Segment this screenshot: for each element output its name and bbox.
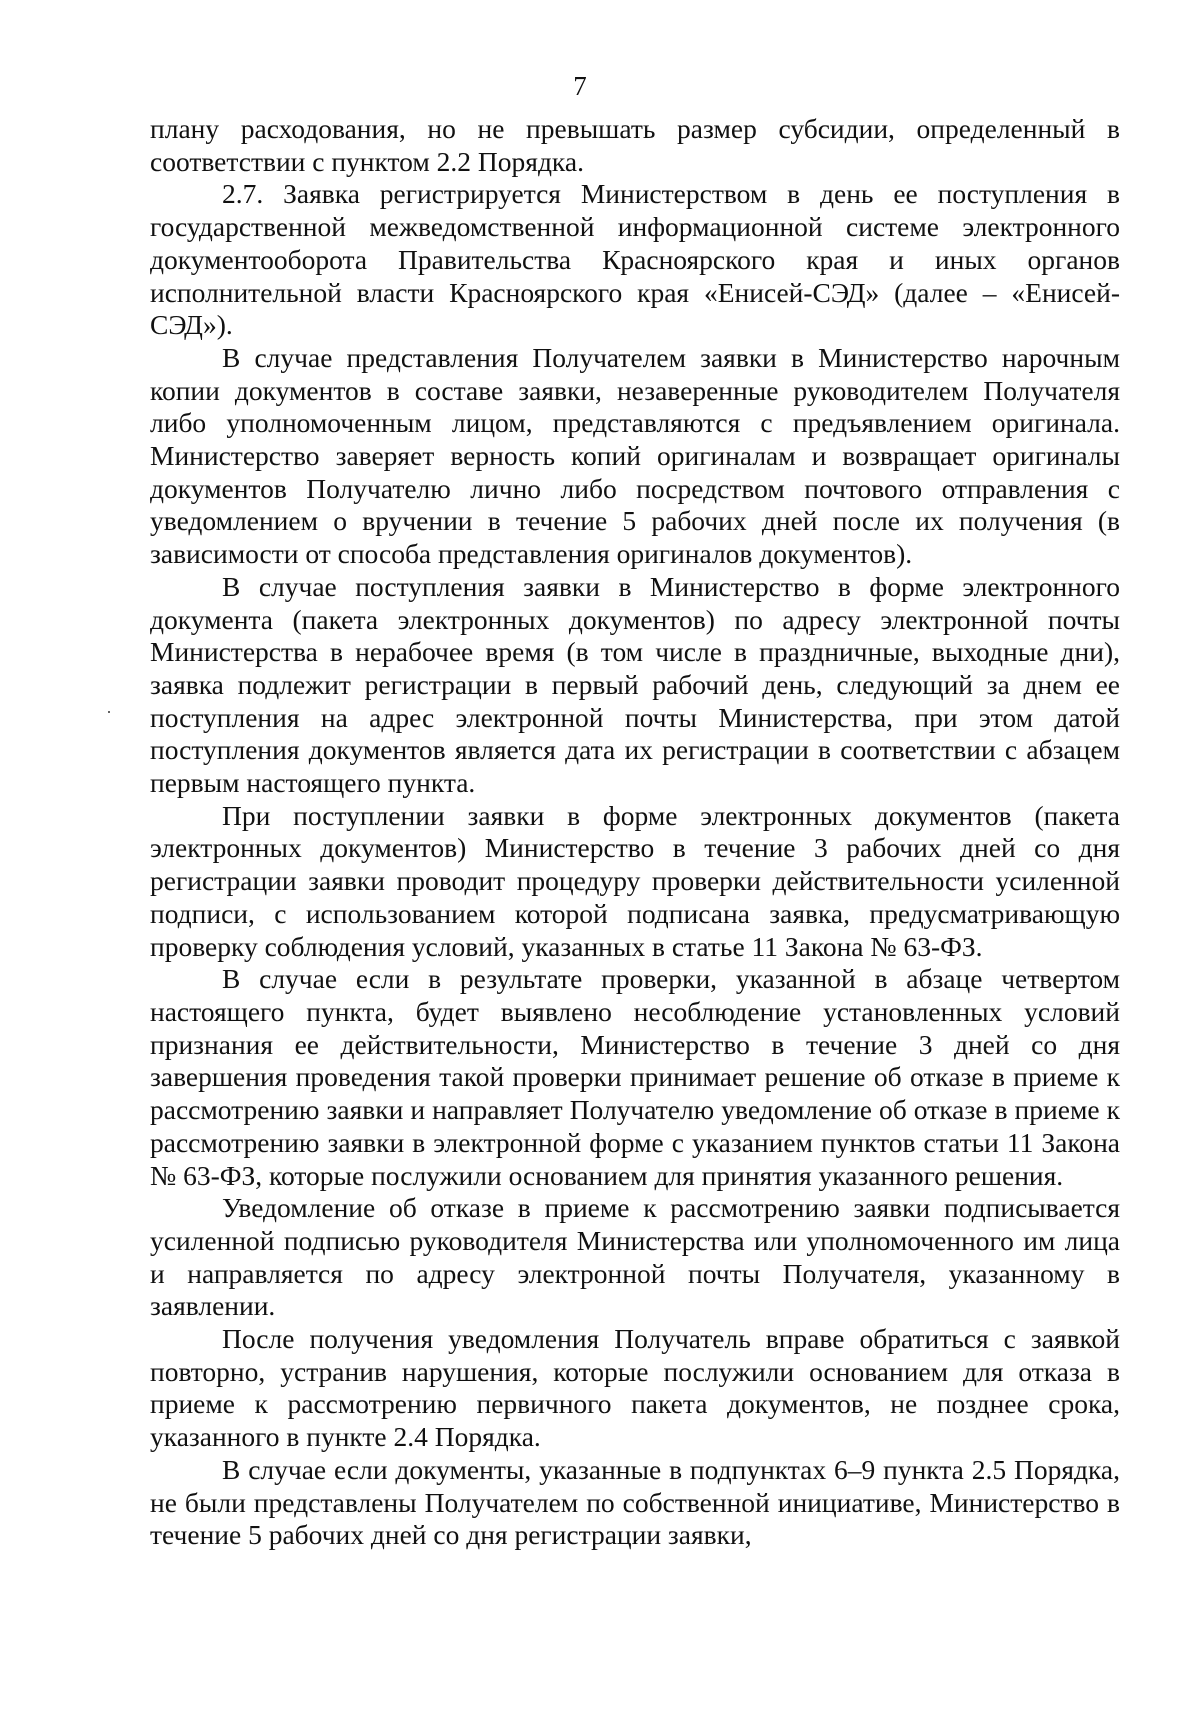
paragraph-refusal-decision: В случае если в результате проверки, указанной в абзаце четвертом настоящего пункта, будет выявлено несоблюдение установленных условий признания ее действительности, Министерство в течение 3 дней со дня завершения проведения такой проверки принимает решение об отказе в приеме к рассмотрению заявки и направляет Получателю уведомление об отказе в приеме к рассмотрению заявки в электронной форме с указанием пунктов статьи 11 Закона № 63-ФЗ, которые послужили основанием для принятия указанного решения.: [150, 963, 1120, 1191]
page-number: 7: [573, 71, 587, 101]
scan-speck: [108, 711, 110, 713]
paragraph-refusal-notice: Уведомление об отказе в приеме к рассмотрению заявки подписывается усиленной подписью руководителя Министерства или уполномоченного им лица и направляется по адресу электронной почты Получателя, указанному в заявлении.: [150, 1192, 1120, 1322]
paragraph-2-7: 2.7. Заявка регистрируется Министерством в день ее поступления в государственной межведомственной информационной системе электронного документооборота Правительства Красноярского края и иных органов исполнительной власти Красноярского края «Енисей-СЭД» (далее – «Енисей-СЭД»).: [150, 178, 1120, 341]
paragraph-continuation: плану расходования, но не превышать размер субсидии, определенный в соответствии с пунктом 2.2 Порядка.: [150, 113, 1120, 177]
paragraph-missing-documents: В случае если документы, указанные в подпунктах 6–9 пункта 2.5 Порядка, не были представлены Получателем по собственной инициативе, Министерство в течение 5 рабочих дней со дня регистрации заявки,: [150, 1453, 1120, 1551]
paragraph-electronic-receipt: В случае поступления заявки в Министерство в форме электронного документа (пакета электронных документов) по адресу электронной почты Министерства в нерабочее время (в том числе в праздничные, выходные дни), заявка подлежит регистрации в первый рабочий день, следующий за днем ее поступления на адрес электронной почты Министерства, при этом датой поступления документов является дата их регистрации в соответствии с абзацем первым настоящего пункта.: [150, 570, 1120, 799]
paragraph-resubmission: После получения уведомления Получатель вправе обратиться с заявкой повторно, устранив нарушения, которые послужили основанием для отказа в приеме к рассмотрению первичного пакета документов, не позднее срока, указанного в пункте 2.4 Порядка.: [150, 1323, 1120, 1453]
document-body: [150, 113, 1120, 1552]
paragraph-hand-delivery: В случае представления Получателем заявки в Министерство нарочным копии документов в составе заявки, незаверенные руководителем Получателя либо уполномоченным лицом, представляются с предъявлением оригинала. Министерство заверяет верность копий оригиналам и возвращает оригиналы документов Получателю лично либо посредством почтового отправления с уведомлением о вручении в течение 5 рабочих дней после их получения (в зависимости от способа представления оригиналов документов).: [150, 341, 1120, 570]
paragraph-signature-check: При поступлении заявки в форме электронных документов (пакета электронных документов) Министерство в течение 3 рабочих дней со дня регистрации заявки проводит процедуру проверки действительности усиленной подписи, с использованием которой подписана заявка, предусматривающую проверку соблюдения условий, указанных в статье 11 Закона № 63-ФЗ.: [150, 799, 1120, 962]
